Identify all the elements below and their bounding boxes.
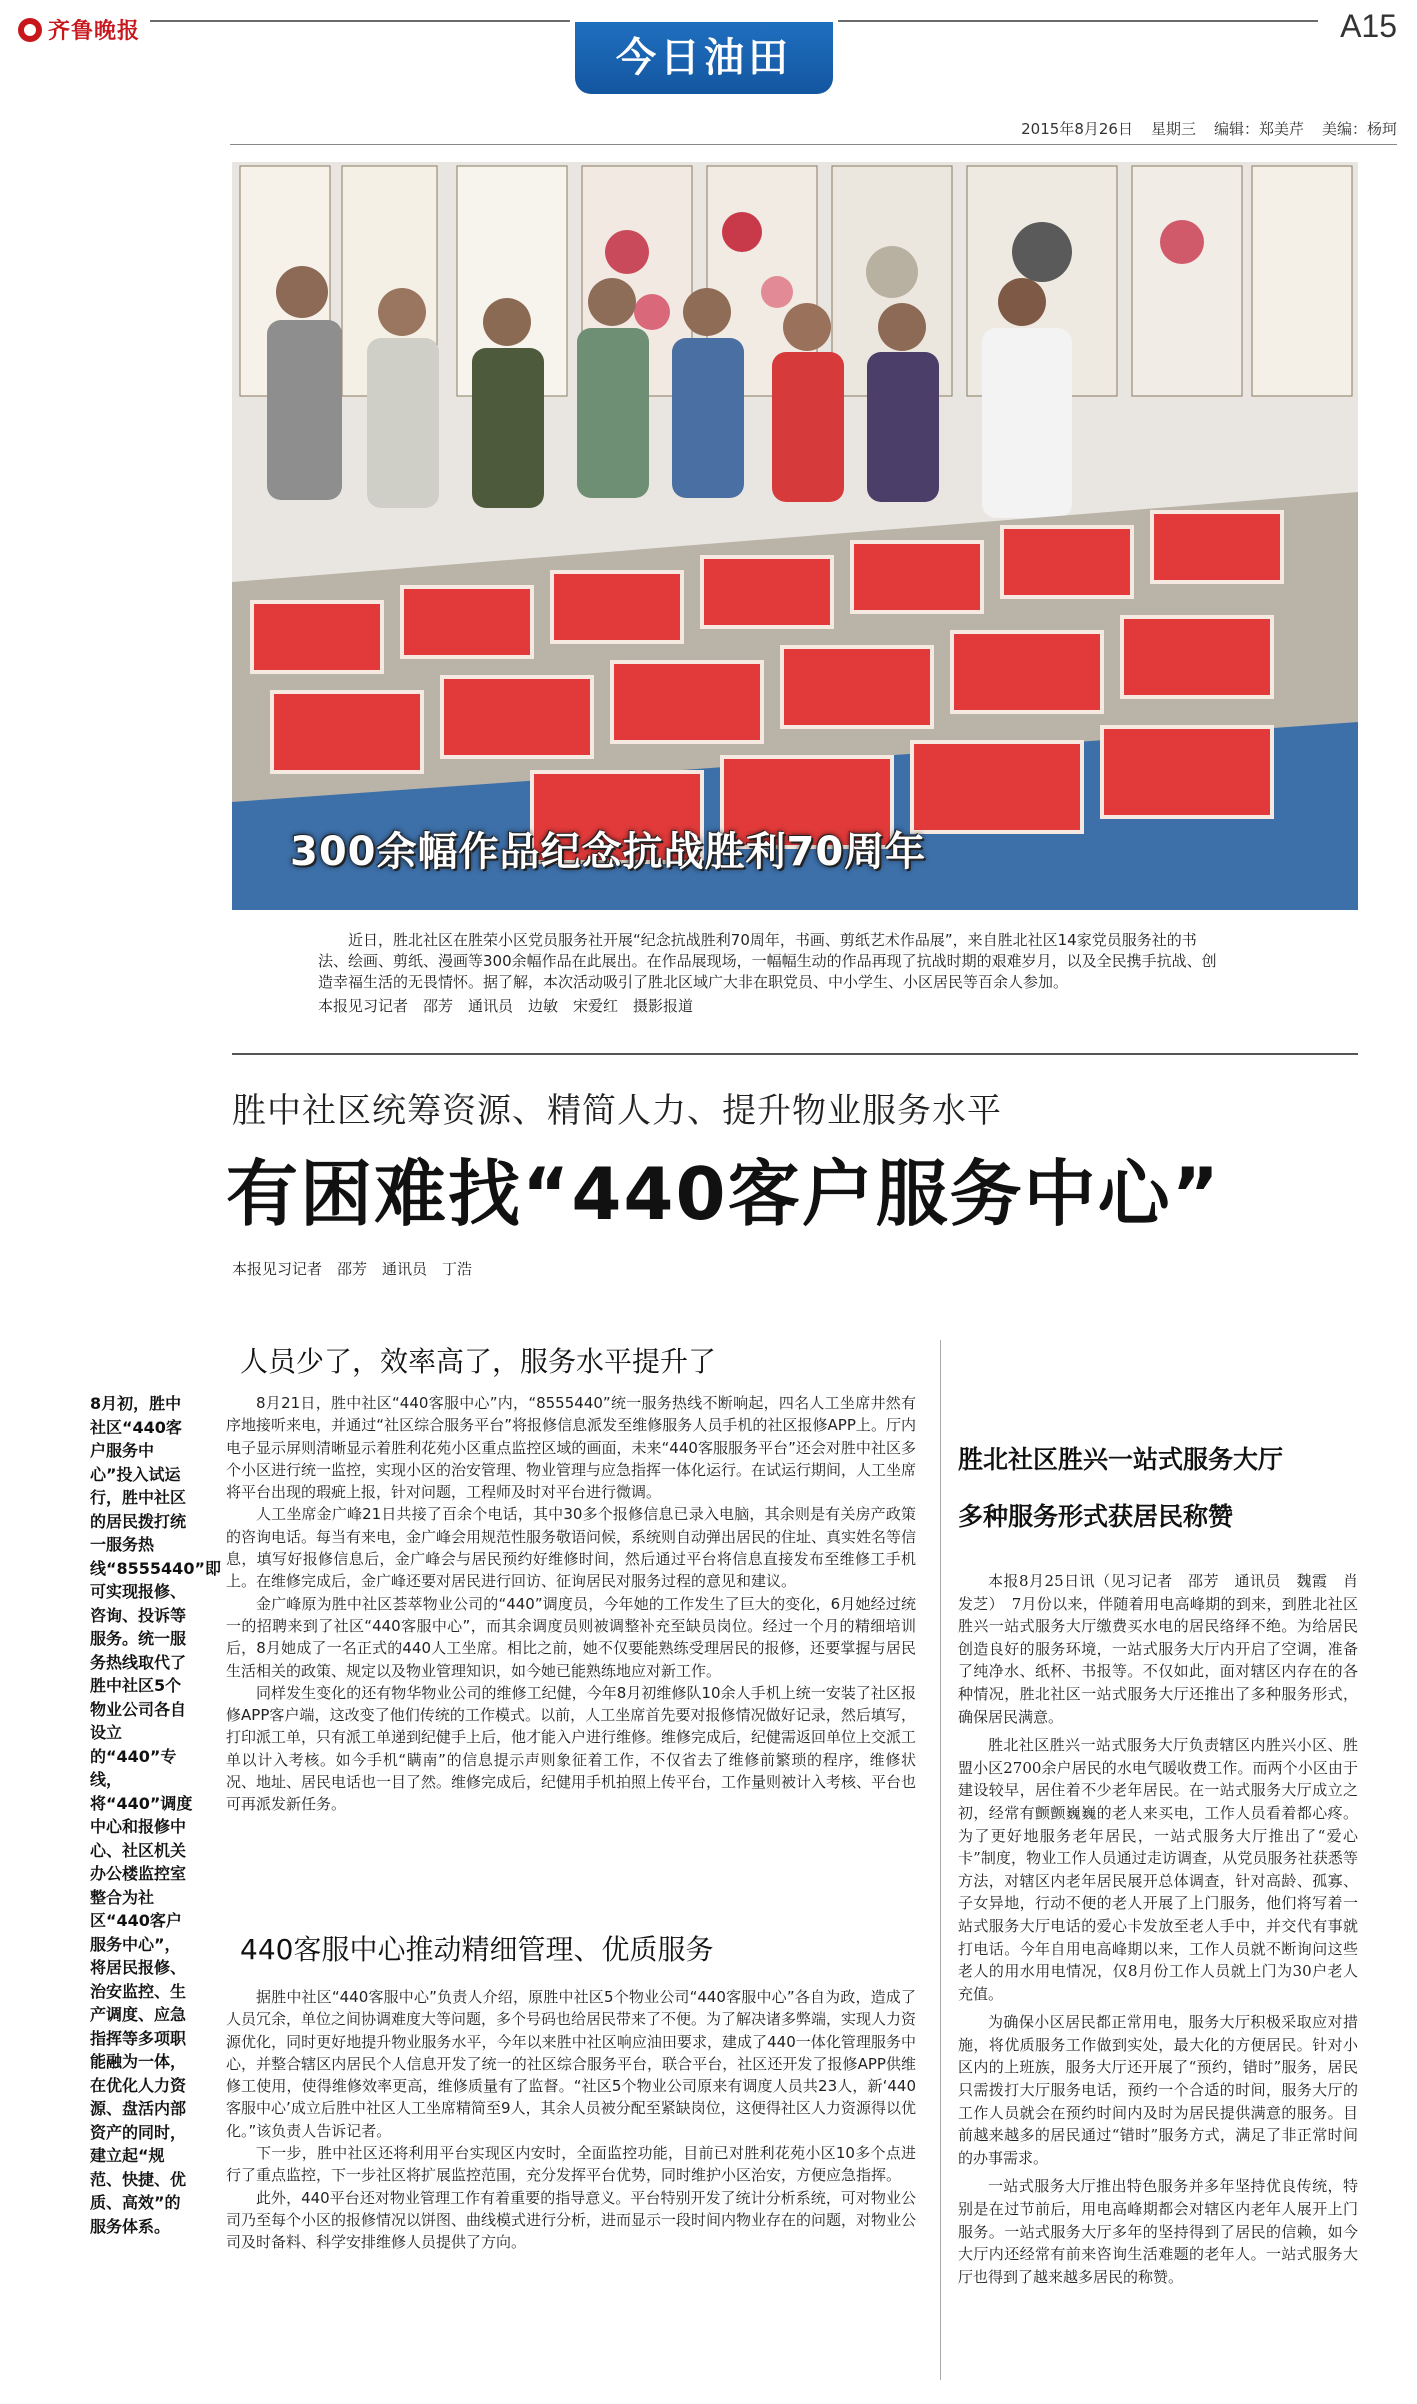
issue-weekday: 星期三	[1150, 120, 1196, 138]
issue-meta	[1021, 118, 1397, 139]
paragraph: 此外，440平台还对物业管理工作有着重要的指导意义。平台特别开发了统计分析系统，可对物业公司乃至每个小区的报修情况以饼图、曲线模式进行分析，进而显示一段时间内物业存在的问题，对物业公司及时备料、科学安排维修人员提供了方向。	[226, 2188, 917, 2252]
side-article-subtitle: 多种服务形式获居民称赞	[958, 1502, 1234, 1531]
logo-text: 齐鲁晚报	[48, 18, 141, 44]
section-1-body	[226, 1392, 916, 1816]
subhead-1: 人员少了，效率高了，服务水平提升了	[240, 1345, 717, 1378]
paragraph: 同样发生变化的还有物华物业公司的维修工纪健，今年8月初维修队10余人手机上统一安装了社区报修APP客户端，这改变了他们传统的工作模式。以前，人工坐席首先要对报修情况做好记录，然后填写，打印派工单，只有派工单递到纪健手上后，他才能入户进行维修。维修完成后，纪健需返回单位上交派工单以计入考核。如今手机“瞒南”的信息提示声则象征着工作，不仅省去了维修前繁琐的程序，维修状况、地址、居民电话也一目了然。维修完成后，纪健用手机拍照上传平台，工作量则被计入考核、平台也可再派发新任务。	[226, 1683, 917, 1814]
photo-credit: 本报见习记者 邵芳 通讯员 边敏 宋爱红 摄影报道	[318, 997, 694, 1015]
article-headline: 有困难找“440客户服务中心”	[226, 1152, 1221, 1236]
paragraph: 据胜中社区“440客服中心”负责人介绍，原胜中社区5个物业公司“440客服中心”各自为政，造成了人员冗余，单位之间协调难度大等问题，多个号码也给居民带来了不便。为了解决诸多弊端，实现人力资源优化，同时更好地提升物业服务水平，今年以来胜中社区响应油田要求，建成了440一体化管理服务中心，并整合辖区内居民个人信息开发了统一的社区综合服务平台，联合平台，社区还开发了报修APP供维修工使用，使得维修效率更高，维修质量有了监督。“社区5个物业公司原来有调度人员共23人，新‘440客服中心’成立后胜中社区人工坐席精简至9人，其余人员被分配至紧缺岗位，这便得社区人力资源得以优化。”该负责人告诉记者。	[226, 1988, 917, 2140]
article-lead-sidebar: 8月初，胜中社区“440客户服务中心”投入试运行，胜中社区的居民拨打统一服务热线“8555440”即可实现报修、咨询、投诉等服务。统一服务热线取代了胜中社区5个物业公司各自设立的“440”专线，将“440”调度中心和报修中心、社区机关办公楼监控室整合为社区“440客户服务中心”，将居民报修、治安监控、生产调度、应急指挥等多项职能融为一体，在优化人力资源、盘活内部资产的同时，建立起“规范、快捷、优质、高效”的服务体系。	[90, 1394, 221, 2236]
paragraph: 本报8月25日讯（见习记者 邵芳 通讯员 魏霞 肖发芝） 7月份以来，伴随着用电高峰期的到来，到胜北社区胜兴一站式服务大厅缴费买水电的居民络绎不绝。为给居民创造良好的服务环境，一站式服务大厅内开启了空调，准备了纯净水、纸杯、书报等。不仅如此，面对辖区内存在的各种情况，胜北社区一站式服务大厅还推出了多种服务形式，确保居民满意。	[958, 1572, 1358, 1726]
paragraph: 人工坐席金广峰21日共接了百余个电话，其中30多个报修信息已录入电脑，其余则是有关房产政策的咨询电话。每当有来电，金广峰会用规范性服务敬语问候，系统则自动弹出居民的住址、真实姓名等信息，填写好报修信息后，金广峰会与居民预约好维修时间，然后通过平台将信息直接发布至维修工手机上。在维修完成后，金广峰还要对居民进行回访、征询居民对服务过程的意见和建议。	[226, 1505, 917, 1591]
paragraph: 为确保小区居民都正常用电，服务大厅积极采取应对措施，将优质服务工作做到实处，最大化的方便居民。针对小区内的上班族，服务大厅还开展了“预约，错时”服务，居民只需拨打大厅服务电话，预约一个合适的时间，服务大厅的工作人员就会在预约时间内及时为居民提供满意的服务。目前越来越多的居民通过“错时”服务方式，满足了非正常时间的办事需求。	[958, 2013, 1358, 2167]
paragraph: 金广峰原为胜中社区荟萃物业公司的“440”调度员，今年她的工作发生了巨大的变化，6月她经过统一的招聘来到了社区“440客服中心”，而其余调度员则被调整补充至缺员岗位。经过一个月的精细培训后，8月她成了一名正式的440人工坐席。相比之前，她不仅要能熟练受理居民的报修，还要掌握与居民生活相关的政策、规定以及物业管理知识，如今她已能熟练地应对新工作。	[226, 1594, 916, 1680]
newspaper-logo	[18, 14, 140, 45]
section-2-body	[226, 1986, 916, 2254]
logo-icon	[18, 18, 42, 42]
subhead-2: 440客服中心推动精细管理、优质服务	[240, 1933, 714, 1966]
lead-rule	[232, 1053, 1358, 1055]
meta-rule	[230, 144, 1397, 145]
paragraph: 胜北社区胜兴一站式服务大厅负责辖区内胜兴小区、胜盟小区2700余户居民的水电气暖收费工作。而两个小区由于建设较早，居住着不少老年居民。在一站式服务大厅成立之初，经常有颤颤巍巍的老人来买电，工作人员看着都心疼。为了更好地服务老年居民，一站式服务大厅推出了“爱心卡”制度，物业工作人员通过走访调查，从党员服务社获悉等方法，对辖区内老年居民展开总体调查，针对高龄、孤寡、子女异地，行动不便的老人开展了上门服务，他们将写着一站式服务大厅电话的爱心卡发放至老人手中，并交代有事就打电话。今年自用电高峰期以来，工作人员就不断询问这些老人的用水用电情况，仅8月份工作人员就上门为30户老人充值。	[958, 1736, 1358, 2003]
photo-overlay-title: 300余幅作品纪念抗战胜利70周年	[290, 829, 927, 875]
editor-credit: 编辑：郑美芹	[1213, 120, 1304, 138]
section-banner: 今日油田	[575, 22, 833, 94]
exhibition-photo	[232, 162, 1358, 910]
page-number: A15	[1340, 8, 1397, 44]
article-byline: 本报见习记者 邵芳 通讯员 丁浩	[232, 1260, 473, 1278]
issue-date: 2015年8月26日	[1021, 120, 1133, 138]
side-article-title: 胜北社区胜兴一站式服务大厅	[958, 1445, 1284, 1474]
photo-illustration	[232, 162, 1358, 910]
designer-credit: 美编：杨珂	[1321, 120, 1397, 138]
photo-caption: 近日，胜北社区在胜荣小区党员服务社开展“纪念抗战胜利70周年，书画、剪纸艺术作品展”，来自胜北社区14家党员服务社的书法、绘画、剪纸、漫画等300余幅作品在此展出。在作品展现场，一幅幅生动的作品再现了抗战时期的艰难岁月，以及全民携手抗战、创造幸福生活的无畏情怀。据了解，本次活动吸引了胜北区域广大非在职党员、中小学生、小区居民等百余人参加。	[318, 931, 1217, 991]
paragraph: 一站式服务大厅推出特色服务并多年坚持优良传统，特别是在过节前后，用电高峰期都会对辖区内老年人展开上门服务。一站式服务大厅多年的坚持得到了居民的信赖，如今大厅内还经常有前来咨询生活难题的老年人。一站式服务大厅也得到了越来越多居民的称赞。	[958, 2177, 1358, 2286]
column-divider	[940, 1340, 941, 2380]
header-rule-left	[150, 20, 570, 22]
article-kicker: 胜中社区统筹资源、精简人力、提升物业服务水平	[232, 1091, 1002, 1131]
side-article-body	[958, 1570, 1358, 2294]
header-rule-right	[838, 20, 1318, 22]
masthead	[0, 0, 1417, 150]
paragraph: 下一步，胜中社区还将利用平台实现区内安时，全面监控功能，目前已对胜利花苑小区10多个点进行了重点监控，下一步社区将扩展监控范围，充分发挥平台优势，同时维护小区治安，方便应急指挥。	[226, 2144, 916, 2185]
paragraph: 8月21日，胜中社区“440客服中心”内，“8555440”统一服务热线不断响起，四名人工坐席井然有序地接听来电，并通过“社区综合服务平台”将报修信息派发至维修服务人员手机的社区报修APP上。厅内电子显示屏则清晰显示着胜利花苑小区重点监控区域的画面，未来“440客服服务平台”还会对胜中社区多个小区进行统一监控，实现小区的治安管理、物业管理与应急指挥一体化运行。在试运行期间，人工坐席将平台出现的瑕疵上报，针对问题，工程师及时对平台进行微调。	[226, 1394, 917, 1502]
